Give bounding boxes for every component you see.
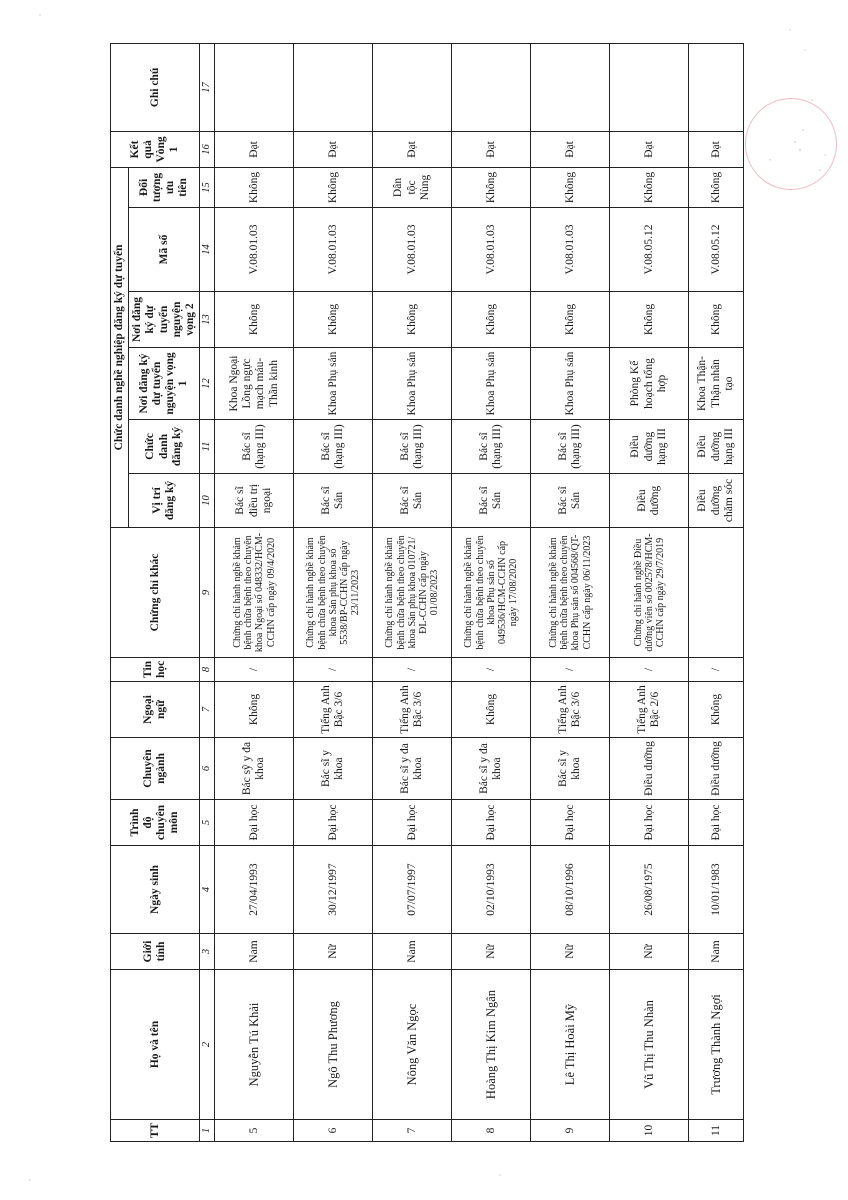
cell-tt: 6 [294, 1120, 373, 1142]
cell-place-r2: Không [294, 292, 373, 348]
cell-foreign-language: Không [689, 682, 744, 738]
cell-code: V.08.01.03 [452, 208, 531, 292]
cell-tt: 7 [373, 1120, 452, 1142]
cell-place-r2: Không [610, 292, 689, 348]
red-seal-stamp [745, 98, 837, 190]
cell-degree: Đại học [610, 800, 689, 846]
cell-it: / [689, 658, 744, 682]
cell-priority: Không [215, 167, 294, 207]
header-major: Chuyên ngành [111, 738, 200, 800]
cell-place-r1: Khoa Phụ sản [373, 348, 452, 420]
cell-it: / [294, 658, 373, 682]
cell-degree: Đại học [373, 800, 452, 846]
cell-note [215, 43, 294, 131]
cell-it: / [531, 658, 610, 682]
cell-dob: 02/10/1993 [452, 846, 531, 934]
col-index: 7 [200, 682, 215, 738]
cell-result: Đạt [689, 131, 744, 167]
header-dob: Ngày sinh [111, 846, 200, 934]
cell-title: Bác sĩ (hạng III) [452, 420, 531, 474]
cell-degree: Đại học [531, 800, 610, 846]
table-row [610, 43, 689, 1141]
cell-name: Ngô Thu Phương [294, 970, 373, 1120]
cell-position: Bác sĩ điều trị ngoại [215, 474, 294, 528]
cell-title: Bác sĩ (hạng III) [215, 420, 294, 474]
cell-place-r1: Khoa Ngoại Lồng ngực mạch máu-Thần kinh [215, 348, 294, 420]
cell-name: Lê Thị Hoài Mỹ [531, 970, 610, 1120]
cell-place-r2: Không [531, 292, 610, 348]
cell-result: Đạt [531, 131, 610, 167]
header-row-1 [111, 43, 129, 1141]
cell-note [610, 43, 689, 131]
header-title: Chức danh đăng ký [129, 420, 200, 474]
col-index: 17 [200, 43, 215, 131]
header-foreign-language: Ngoại ngữ [111, 682, 200, 738]
cell-position: Điều dưỡng [610, 474, 689, 528]
col-index: 11 [200, 420, 215, 474]
cell-code: V.08.01.03 [373, 208, 452, 292]
cell-major: Bác sĩ y đa khoa [452, 738, 531, 800]
cell-note [531, 43, 610, 131]
col-index: 4 [200, 846, 215, 934]
col-index: 14 [200, 208, 215, 292]
cell-other-cert: Chứng chỉ hành nghề khám bệnh chữa bệnh theo chuyên khoa Phụ sản số 004568/QT-CCHN cấp ngày 06/11/2023 [531, 528, 610, 658]
cell-position: Bác sĩ Sản [373, 474, 452, 528]
cell-priority: Dân tộc Nùng [373, 167, 452, 207]
header-note: Ghi chú [111, 43, 200, 131]
cell-place-r1: Khoa Phụ sản [294, 348, 373, 420]
cell-place-r2: Không [689, 292, 744, 348]
cell-note [689, 43, 744, 131]
cell-foreign-language: Tiếng Anh Bậc 3/6 [373, 682, 452, 738]
col-index: 10 [200, 474, 215, 528]
col-index: 1 [200, 1120, 215, 1142]
cell-place-r1: Khoa Phụ sản [452, 348, 531, 420]
cell-it: / [452, 658, 531, 682]
cell-tt: 8 [452, 1120, 531, 1142]
cell-code: V.08.05.12 [689, 208, 744, 292]
cell-priority: Không [452, 167, 531, 207]
col-index: 13 [200, 292, 215, 348]
header-place-r1: Nơi đăng ký dự tuyển nguyện vọng 1 [129, 348, 200, 420]
cell-name: Hoàng Thị Kim Ngân [452, 970, 531, 1120]
cell-name: Nguyễn Tú Khải [215, 970, 294, 1120]
cell-other-cert: Chứng chỉ hành nghề Điều dưỡng viên số 002578/HCM-CCHN cấp ngày 29/7/2019 [610, 528, 689, 658]
cell-position: Bác sĩ Sản [294, 474, 373, 528]
cell-note [373, 43, 452, 131]
col-index: 15 [200, 167, 215, 207]
cell-major: Bác sỹ y đa khoa [215, 738, 294, 800]
cell-major: Bác sĩ y khoa [294, 738, 373, 800]
cell-dob: 07/07/1997 [373, 846, 452, 934]
cell-degree: Đại học [215, 800, 294, 846]
table-row [689, 43, 744, 1141]
cell-name: Nông Văn Ngọc [373, 970, 452, 1120]
cell-degree: Đại học [689, 800, 744, 846]
header-position: Vị trí đăng ký [129, 474, 200, 528]
cell-priority: Không [610, 167, 689, 207]
cell-foreign-language: Không [452, 682, 531, 738]
cell-foreign-language: Không [215, 682, 294, 738]
cell-note [294, 43, 373, 131]
cell-other-cert [689, 528, 744, 658]
cell-title: Điều dưỡng hạng III [610, 420, 689, 474]
cell-place-r2: Không [215, 292, 294, 348]
cell-result: Đạt [452, 131, 531, 167]
cell-dob: 10/01/1983 [689, 846, 744, 934]
cell-degree: Đại học [294, 800, 373, 846]
cell-place-r1: Khoa Thận-Thận nhân tạo [689, 348, 744, 420]
cell-dob: 26/08/1975 [610, 846, 689, 934]
cell-it: / [373, 658, 452, 682]
col-index: 12 [200, 348, 215, 420]
col-index: 6 [200, 738, 215, 800]
cell-name: Trương Thành Ngợi [689, 970, 744, 1120]
header-priority: Đối tượng ưu tiên [129, 167, 200, 207]
cell-priority: Không [531, 167, 610, 207]
col-index: 5 [200, 800, 215, 846]
cell-gender: Nữ [452, 934, 531, 970]
col-index: 16 [200, 131, 215, 167]
cell-gender: Nữ [610, 934, 689, 970]
cell-code: V.08.01.03 [531, 208, 610, 292]
cell-major: Điều dưỡng [689, 738, 744, 800]
cell-gender: Nam [689, 934, 744, 970]
cell-place-r2: Không [373, 292, 452, 348]
cell-dob: 27/04/1993 [215, 846, 294, 934]
cell-position: Bác sĩ Sản [452, 474, 531, 528]
table-row [531, 43, 610, 1141]
cell-place-r1: Phòng Kế hoạch tổng hợp [610, 348, 689, 420]
table-row [373, 43, 452, 1141]
table-row [452, 43, 531, 1141]
col-index: 2 [200, 970, 215, 1120]
cell-other-cert: Chứng chỉ hành nghề khám bệnh chữa bệnh theo chuyên khoa Ngoại số 048332/HCM-CCHN cấp ngày 09/4/2020 [215, 528, 294, 658]
col-index: 8 [200, 658, 215, 682]
cell-dob: 30/12/1997 [294, 846, 373, 934]
header-degree: Trình độ chuyên môn [111, 800, 200, 846]
header-code: Mã số [129, 208, 200, 292]
column-index-row [200, 43, 215, 1141]
cell-code: V.08.01.03 [215, 208, 294, 292]
cell-name: Vũ Thị Thu Nhàn [610, 970, 689, 1120]
header-group-title: Chức danh nghề nghiệp đăng ký dự tuyển [111, 167, 129, 527]
cell-it: / [215, 658, 294, 682]
cell-tt: 11 [689, 1120, 744, 1142]
header-place-r2: Nơi đăng ký dự tuyển nguyện vọng 2 [129, 292, 200, 348]
cell-result: Đạt [610, 131, 689, 167]
cell-result: Đạt [373, 131, 452, 167]
cell-position: Điều dưỡng chăm sóc [689, 474, 744, 528]
cell-major: Bác sĩ y đa khoa [373, 738, 452, 800]
cell-title: Bác sĩ (hạng III) [531, 420, 610, 474]
cell-position: Bác sĩ Sản [531, 474, 610, 528]
cell-tt: 10 [610, 1120, 689, 1142]
cell-other-cert: Chứng chỉ hành nghề khám bệnh chữa bệnh theo chuyên khoa Sản phụ khoa 010721/ĐL-CCHN cấp ngày 01/08/2023 [373, 528, 452, 658]
cell-title: Bác sĩ (hạng III) [294, 420, 373, 474]
cell-degree: Đại học [452, 800, 531, 846]
cell-place-r1: Khoa Phụ sản [531, 348, 610, 420]
cell-major: Bác sĩ y khoa [531, 738, 610, 800]
header-gender: Giới tính [111, 934, 200, 970]
cell-tt: 9 [531, 1120, 610, 1142]
header-other-cert: Chứng chỉ khác [111, 528, 200, 658]
cell-foreign-language: Tiếng Anh Bậc 3/6 [531, 682, 610, 738]
cell-major: Điều dưỡng [610, 738, 689, 800]
cell-it: / [610, 658, 689, 682]
cell-priority: Không [689, 167, 744, 207]
cell-note [452, 43, 531, 131]
cell-gender: Nam [215, 934, 294, 970]
cell-dob: 08/10/1996 [531, 846, 610, 934]
candidate-registration-table [110, 43, 744, 1142]
header-result: Kết quả Vòng 1 [111, 131, 200, 167]
cell-foreign-language: Tiếng Anh Bậc 2/6 [610, 682, 689, 738]
cell-foreign-language: Tiếng Anh Bậc 3/6 [294, 682, 373, 738]
cell-title: Điều dưỡng hạng III [689, 420, 744, 474]
cell-place-r2: Không [452, 292, 531, 348]
cell-gender: Nam [373, 934, 452, 970]
header-name: Họ và tên [111, 970, 200, 1120]
cell-result: Đạt [294, 131, 373, 167]
cell-gender: Nữ [294, 934, 373, 970]
cell-code: V.08.01.03 [294, 208, 373, 292]
cell-title: Bác sĩ (hạng III) [373, 420, 452, 474]
header-tt: TT [111, 1120, 200, 1142]
col-index: 9 [200, 528, 215, 658]
col-index: 3 [200, 934, 215, 970]
table-row [215, 43, 294, 1141]
cell-other-cert: Chứng chỉ hành nghề khám bệnh chữa bệnh theo chuyên khoa Sản phụ khoa số 5538/BP-CCHN cấp ngày 23/11/2023 [294, 528, 373, 658]
table-row [294, 43, 373, 1141]
cell-gender: Nữ [531, 934, 610, 970]
header-it: Tin học [111, 658, 200, 682]
cell-result: Đạt [215, 131, 294, 167]
cell-priority: Không [294, 167, 373, 207]
cell-tt: 5 [215, 1120, 294, 1142]
cell-code: V.08.05.12 [610, 208, 689, 292]
cell-other-cert: Chứng chỉ hành nghề khám bệnh chữa bệnh theo chuyên khoa Phụ sản số 049536/HCM-CCHN cấp ngày 17/08/2020 [452, 528, 531, 658]
